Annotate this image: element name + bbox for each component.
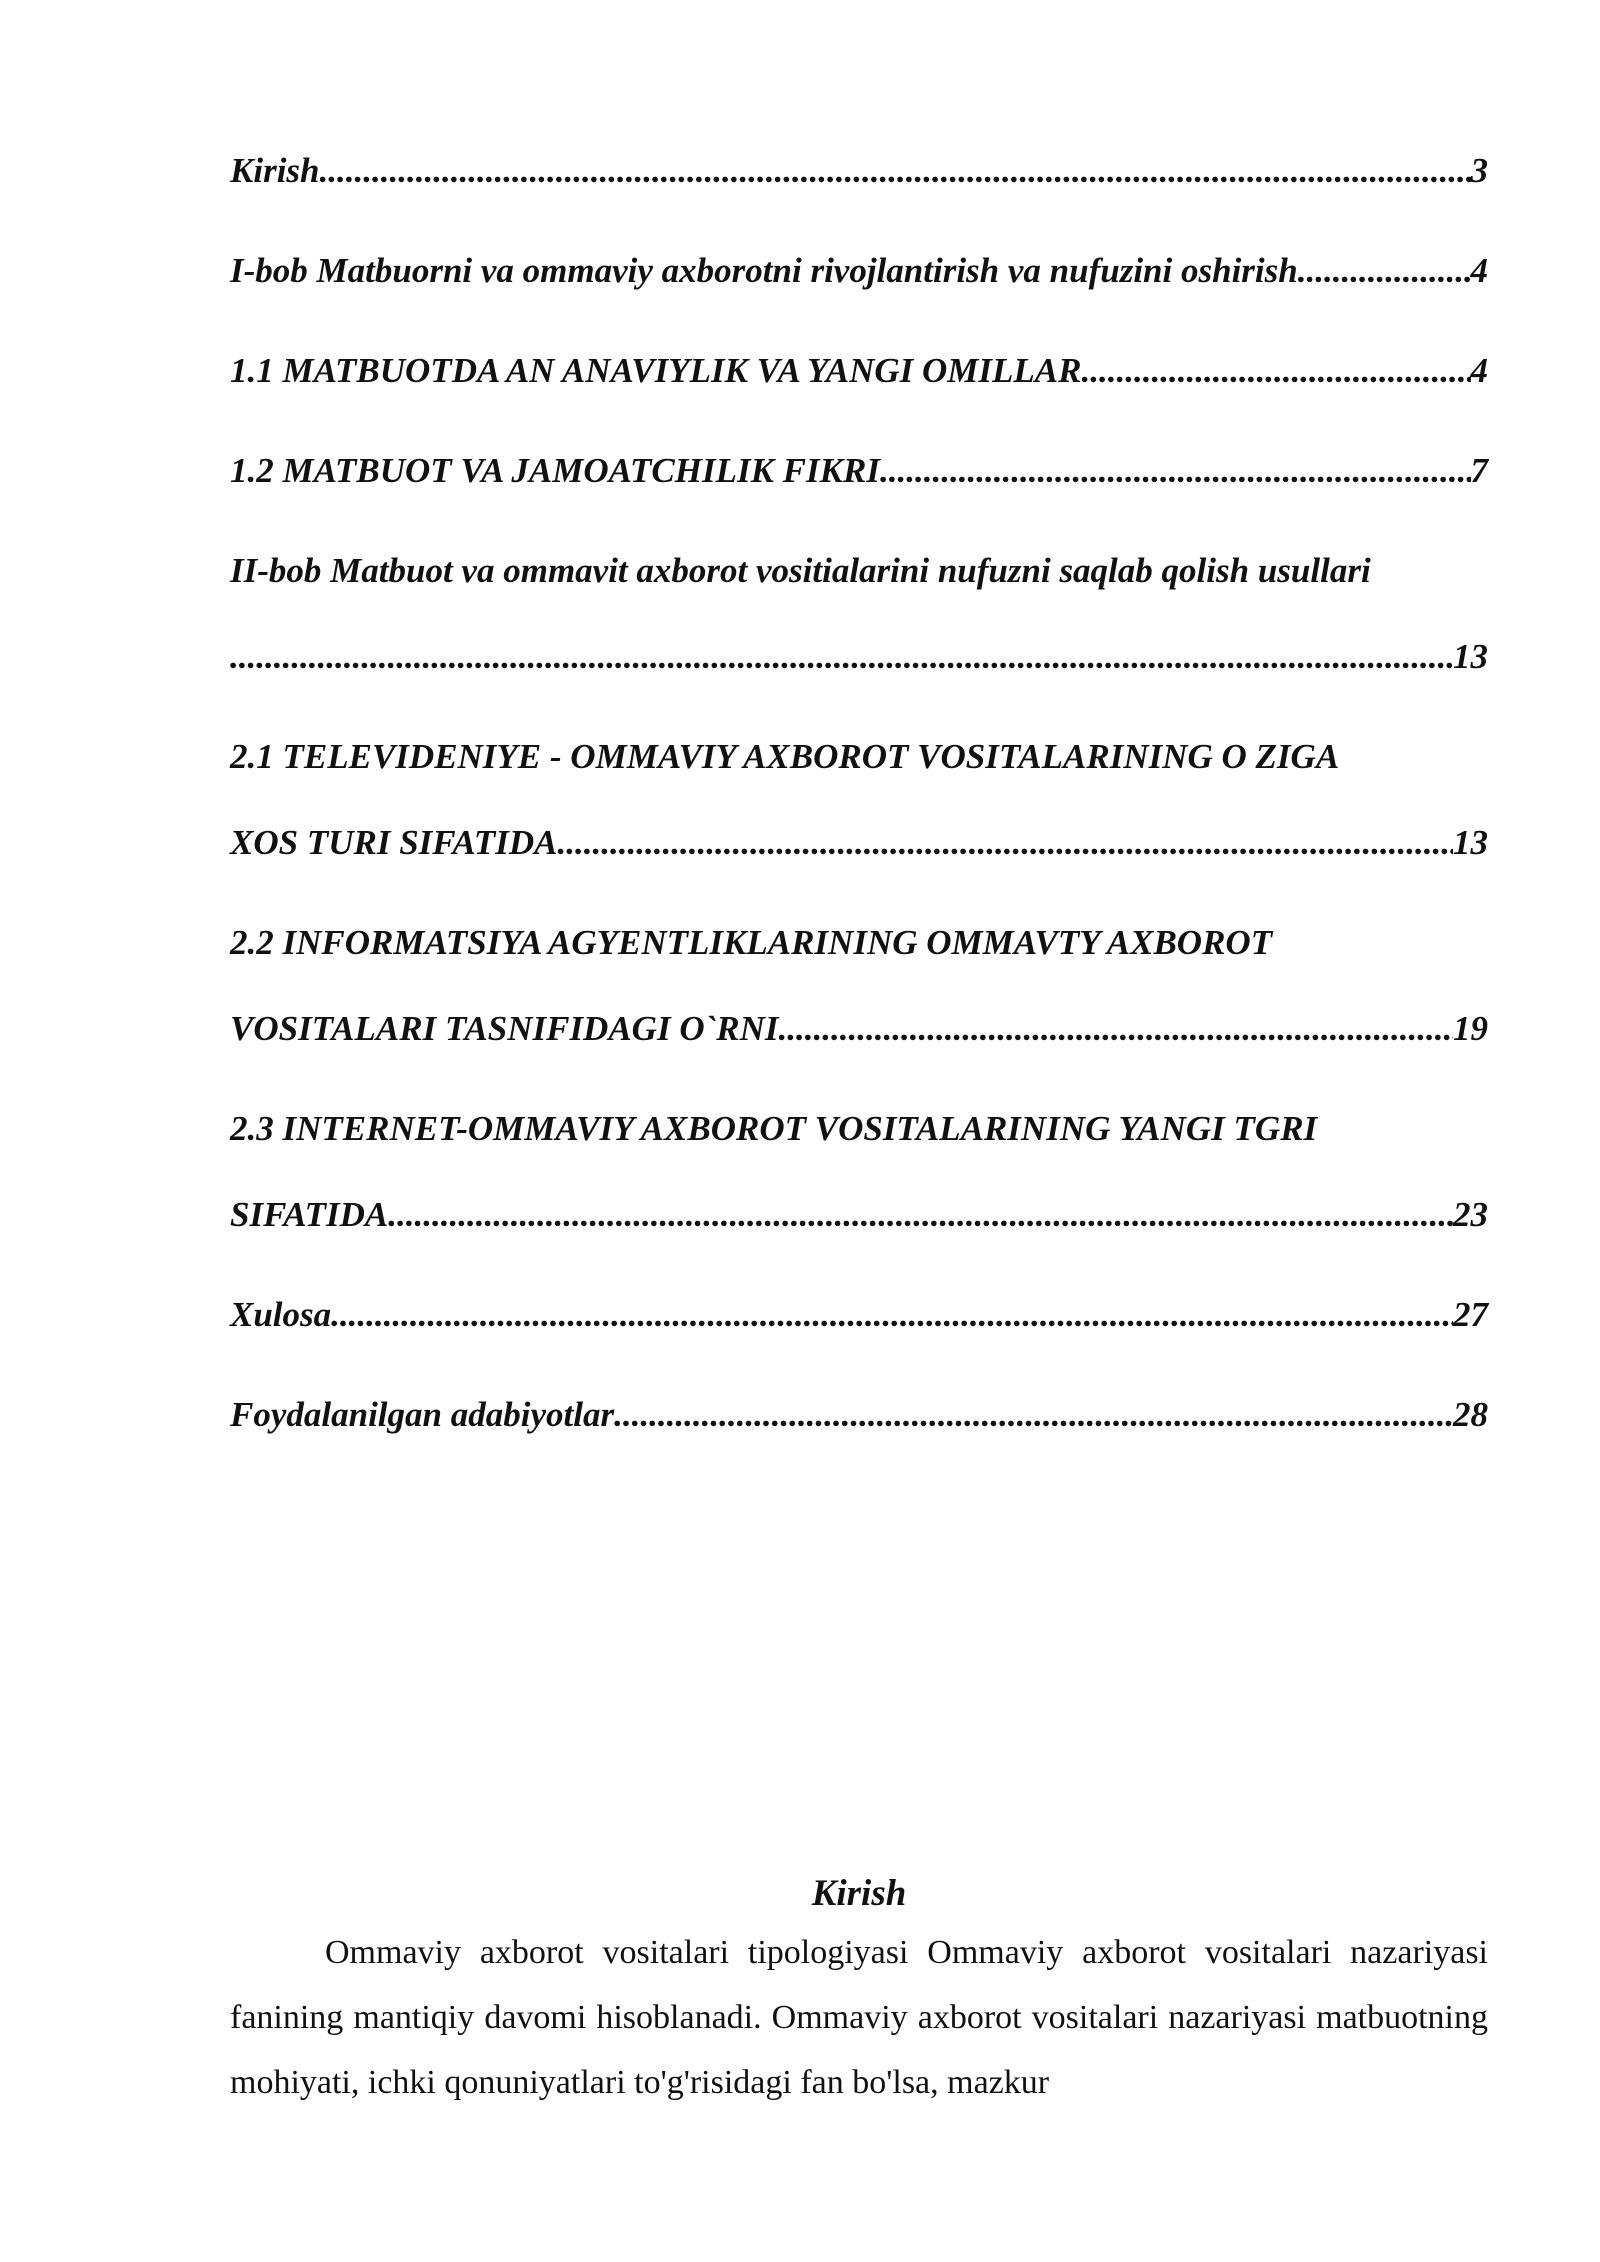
toc-page-number: 4 [1470,251,1488,290]
toc-page-number: 3 [1470,151,1488,190]
toc-entry-title: Xulosa [230,1295,332,1334]
toc-dot-leader [557,812,1453,874]
toc-dot-leader [320,140,1471,202]
toc-entry-title: I-bob Matbuorni va ommaviy axborotni rivojlantirish va nufuzini oshirish [230,251,1298,290]
toc-entry-title-continued: VOSITALARI TASNIFIDAGI O`RNI [230,1009,779,1048]
body-paragraph: Ommaviy axborot vositalari tipologiyasi Ommaviy axborot vositalari nazariyasi fanining mantiqiy davomi hisoblanadi. Ommaviy axborot vositalari nazariyasi matbuotning mohiyati, ichki qonuniyatlari to'g'risidagi fan bo'lsa, mazkur [230,1934,1488,2101]
toc-entry-title-continued: SIFATIDA [230,1195,389,1234]
toc-entry-2-3[interactable] [230,1098,1488,1246]
introduction-section [230,1868,1488,2115]
toc-dot-leader [230,626,1453,688]
toc-entry-1-1[interactable] [230,340,1488,402]
toc-page-number: 19 [1453,1009,1488,1048]
toc-entry-title: Foydalanilgan adabiyotlar [230,1395,615,1434]
toc-dot-leader [388,1184,1453,1246]
toc-entry-chapter-1[interactable] [230,240,1488,302]
toc-entry-title: 1.1 MATBUOTDA AN ANAVIYLIK VA YANGI OMILLAR [230,351,1082,390]
toc-entry-title-continued: XOS TURI SIFATIDA [230,823,558,862]
toc-entry-references[interactable] [230,1384,1488,1446]
toc-page-number: 23 [1453,1195,1488,1234]
toc-entry-1-2[interactable] [230,440,1488,502]
toc-page-number: 13 [1453,823,1488,862]
toc-entry-title: 2.3 INTERNET-OMMAVIY AXBOROT VOSITALARINING YANGI TGRI [230,1109,1318,1148]
table-of-contents [230,140,1488,1446]
toc-dot-leader [331,1284,1453,1346]
toc-dot-leader [880,440,1471,502]
toc-page-number: 13 [1453,637,1488,676]
toc-entry-title: 2.2 INFORMATSIYA AGYENTLIKLARINING OMMAVTY AXBOROT [230,923,1273,962]
toc-entry-xulosa[interactable] [230,1284,1488,1346]
toc-entry-title: Kirish [230,151,320,190]
toc-entry-2-2[interactable] [230,912,1488,1060]
toc-entry-chapter-2[interactable] [230,540,1488,688]
section-heading: Kirish [811,1873,907,1914]
toc-dot-leader [1298,240,1471,302]
toc-entry-title: II-bob Matbuot va ommavit axborot vositialarini nufuzni saqlab qolish usullari [230,551,1371,590]
toc-entry-title: 2.1 TELEVIDENIYE - OMMAVIY AXBOROT VOSITALARINING O ZIGA [230,737,1340,776]
toc-page-number: 27 [1453,1295,1488,1334]
toc-dot-leader [779,998,1454,1060]
toc-page-number: 28 [1453,1395,1488,1434]
toc-entry-title: 1.2 MATBUOT VA JAMOATCHILIK FIKRI [230,451,880,490]
toc-entry-2-1[interactable] [230,726,1488,874]
toc-dot-leader [1082,340,1471,402]
toc-page-number: 4 [1470,351,1488,390]
toc-dot-leader [614,1384,1453,1446]
toc-page-number: 7 [1470,451,1488,490]
toc-entry-kirish[interactable] [230,140,1488,202]
